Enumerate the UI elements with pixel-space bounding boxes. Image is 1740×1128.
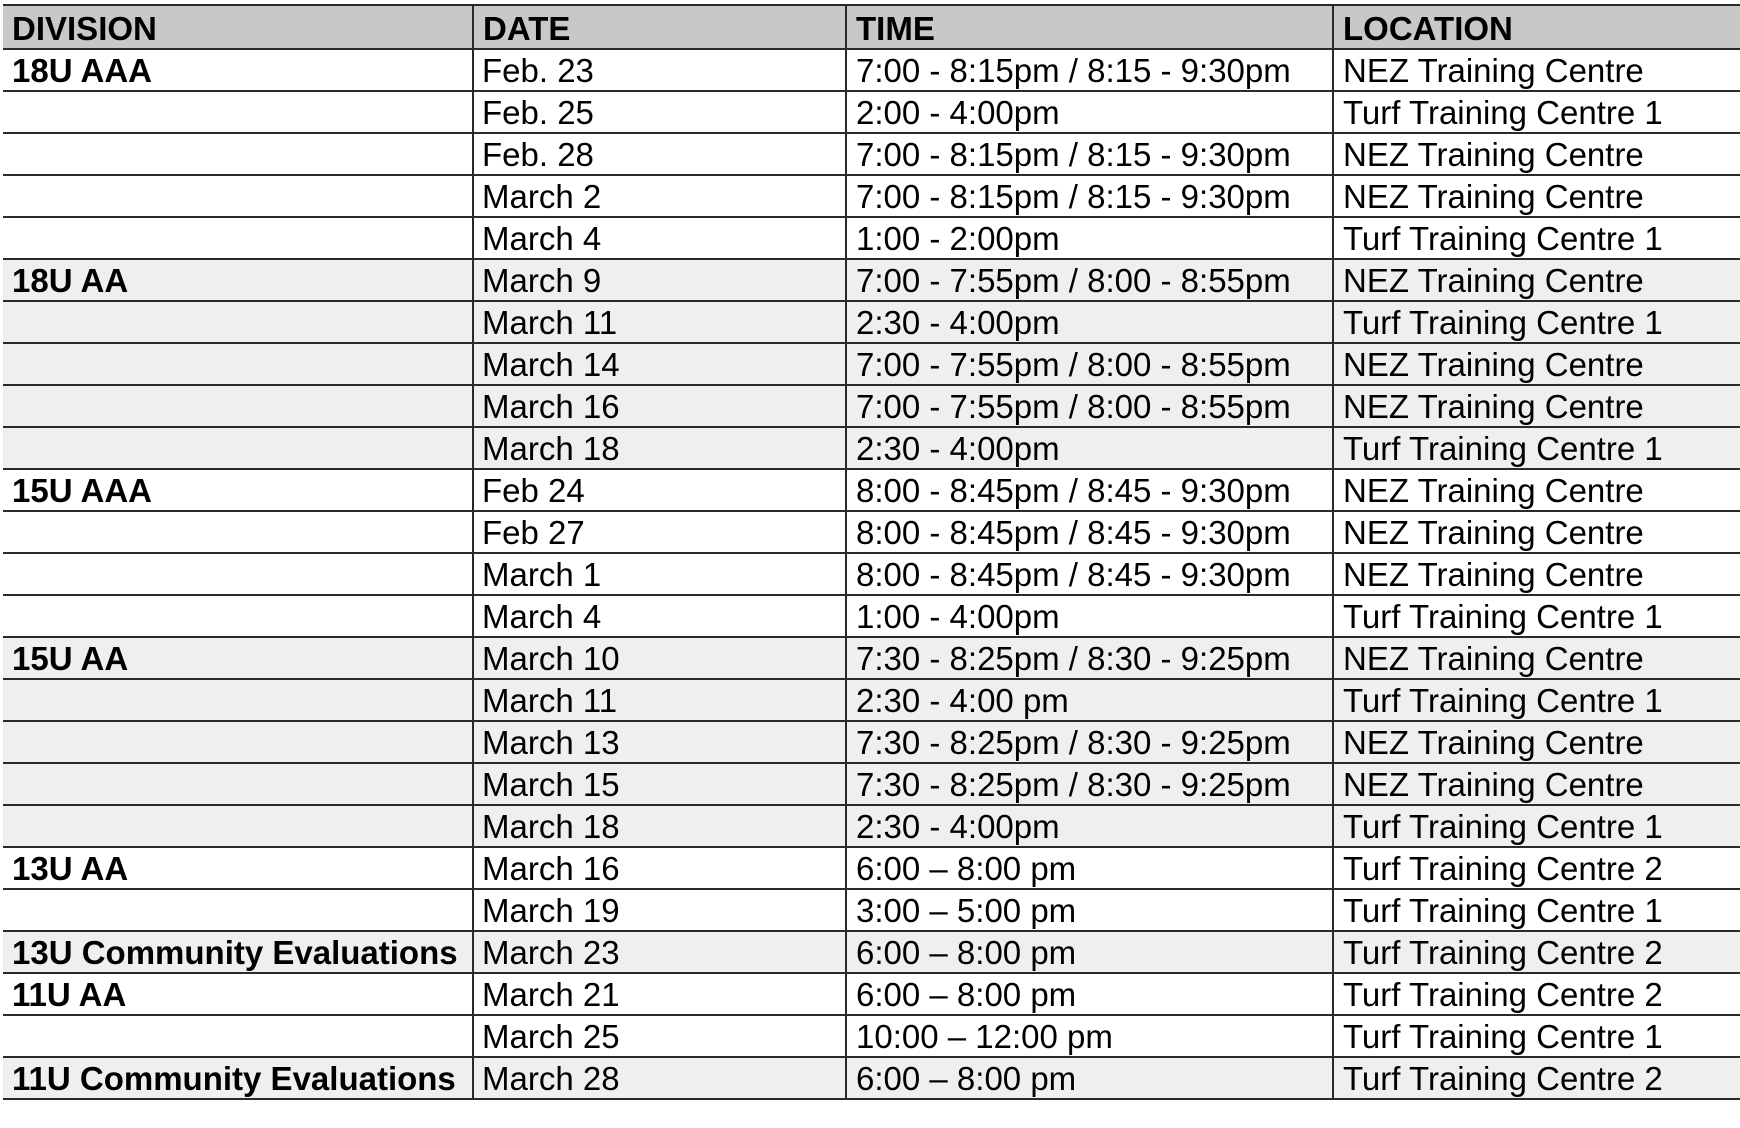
location-cell: NEZ Training Centre [1333,763,1740,805]
date-cell: March 23 [473,931,846,973]
location-cell: Turf Training Centre 2 [1333,847,1740,889]
table-row [3,511,1740,553]
location-cell: Turf Training Centre 1 [1333,595,1740,637]
division-cell: 11U Community Evaluations [3,1057,473,1099]
location-cell: NEZ Training Centre [1333,385,1740,427]
date-cell: March 21 [473,973,846,1015]
date-cell: March 1 [473,553,846,595]
location-cell: Turf Training Centre 1 [1333,1015,1740,1057]
location-cell: NEZ Training Centre [1333,721,1740,763]
location-cell: NEZ Training Centre [1333,343,1740,385]
header-row [3,5,1740,49]
time-cell: 2:00 - 4:00pm [846,91,1333,133]
location-cell: Turf Training Centre 1 [1333,301,1740,343]
division-cell [3,1015,473,1057]
table-row [3,1015,1740,1057]
header-division: DIVISION [3,5,473,49]
table-row [3,301,1740,343]
time-cell: 7:30 - 8:25pm / 8:30 - 9:25pm [846,721,1333,763]
table-row [3,91,1740,133]
time-cell: 6:00 – 8:00 pm [846,847,1333,889]
time-cell: 3:00 – 5:00 pm [846,889,1333,931]
table-row [3,847,1740,889]
division-cell [3,763,473,805]
time-cell: 7:00 - 8:15pm / 8:15 - 9:30pm [846,49,1333,91]
time-cell: 7:30 - 8:25pm / 8:30 - 9:25pm [846,637,1333,679]
time-cell: 10:00 – 12:00 pm [846,1015,1333,1057]
location-cell: NEZ Training Centre [1333,637,1740,679]
time-cell: 2:30 - 4:00pm [846,427,1333,469]
table-row [3,595,1740,637]
time-cell: 7:00 - 7:55pm / 8:00 - 8:55pm [846,259,1333,301]
date-cell: March 25 [473,1015,846,1057]
division-cell: 11U AA [3,973,473,1015]
time-cell: 8:00 - 8:45pm / 8:45 - 9:30pm [846,511,1333,553]
division-cell: 13U Community Evaluations [3,931,473,973]
date-cell: March 16 [473,847,846,889]
location-cell: Turf Training Centre 1 [1333,91,1740,133]
date-cell: Feb. 25 [473,91,846,133]
date-cell: March 14 [473,343,846,385]
division-cell [3,805,473,847]
time-cell: 1:00 - 4:00pm [846,595,1333,637]
date-cell: March 11 [473,301,846,343]
time-cell: 1:00 - 2:00pm [846,217,1333,259]
division-cell [3,343,473,385]
table-row [3,385,1740,427]
table-row [3,175,1740,217]
time-cell: 7:30 - 8:25pm / 8:30 - 9:25pm [846,763,1333,805]
division-cell [3,721,473,763]
location-cell: NEZ Training Centre [1333,175,1740,217]
location-cell: Turf Training Centre 1 [1333,427,1740,469]
division-cell [3,889,473,931]
table-row [3,217,1740,259]
location-cell: NEZ Training Centre [1333,49,1740,91]
date-cell: March 13 [473,721,846,763]
time-cell: 6:00 – 8:00 pm [846,973,1333,1015]
date-cell: March 28 [473,1057,846,1099]
table-row [3,805,1740,847]
date-cell: March 18 [473,427,846,469]
date-cell: March 4 [473,217,846,259]
table-row [3,637,1740,679]
location-cell: NEZ Training Centre [1333,553,1740,595]
date-cell: March 2 [473,175,846,217]
location-cell: Turf Training Centre 2 [1333,973,1740,1015]
table-row [3,553,1740,595]
date-cell: March 18 [473,805,846,847]
header-date: DATE [473,5,846,49]
time-cell: 2:30 - 4:00 pm [846,679,1333,721]
table-row [3,679,1740,721]
location-cell: NEZ Training Centre [1333,133,1740,175]
location-cell: Turf Training Centre 1 [1333,217,1740,259]
division-cell [3,301,473,343]
time-cell: 8:00 - 8:45pm / 8:45 - 9:30pm [846,469,1333,511]
division-cell [3,175,473,217]
schedule-body [3,49,1740,1099]
date-cell: March 19 [473,889,846,931]
table-row [3,931,1740,973]
date-cell: March 15 [473,763,846,805]
time-cell: 2:30 - 4:00pm [846,301,1333,343]
date-cell: Feb. 23 [473,49,846,91]
time-cell: 7:00 - 8:15pm / 8:15 - 9:30pm [846,175,1333,217]
table-row [3,469,1740,511]
date-cell: March 11 [473,679,846,721]
location-cell: NEZ Training Centre [1333,511,1740,553]
division-cell [3,511,473,553]
table-row [3,721,1740,763]
division-cell [3,91,473,133]
division-cell [3,427,473,469]
division-cell: 13U AA [3,847,473,889]
date-cell: Feb 24 [473,469,846,511]
location-cell: Turf Training Centre 2 [1333,1057,1740,1099]
table-row [3,133,1740,175]
location-cell: Turf Training Centre 2 [1333,931,1740,973]
table-row [3,49,1740,91]
location-cell: Turf Training Centre 1 [1333,679,1740,721]
location-cell: NEZ Training Centre [1333,259,1740,301]
division-cell [3,595,473,637]
header-location: LOCATION [1333,5,1740,49]
table-row [3,427,1740,469]
division-cell [3,553,473,595]
division-cell: 15U AAA [3,469,473,511]
date-cell: Feb. 28 [473,133,846,175]
time-cell: 2:30 - 4:00pm [846,805,1333,847]
table-row [3,889,1740,931]
division-cell: 18U AA [3,259,473,301]
division-cell [3,217,473,259]
date-cell: Feb 27 [473,511,846,553]
time-cell: 7:00 - 7:55pm / 8:00 - 8:55pm [846,343,1333,385]
table-row [3,259,1740,301]
date-cell: March 4 [473,595,846,637]
location-cell: Turf Training Centre 1 [1333,805,1740,847]
division-cell [3,385,473,427]
table-row [3,973,1740,1015]
time-cell: 8:00 - 8:45pm / 8:45 - 9:30pm [846,553,1333,595]
table-row [3,763,1740,805]
location-cell: Turf Training Centre 1 [1333,889,1740,931]
time-cell: 7:00 - 7:55pm / 8:00 - 8:55pm [846,385,1333,427]
time-cell: 6:00 – 8:00 pm [846,931,1333,973]
date-cell: March 10 [473,637,846,679]
division-cell: 18U AAA [3,49,473,91]
location-cell: NEZ Training Centre [1333,469,1740,511]
time-cell: 6:00 – 8:00 pm [846,1057,1333,1099]
division-cell [3,133,473,175]
time-cell: 7:00 - 8:15pm / 8:15 - 9:30pm [846,133,1333,175]
header-time: TIME [846,5,1333,49]
date-cell: March 9 [473,259,846,301]
table-row [3,1057,1740,1099]
division-cell: 15U AA [3,637,473,679]
table-row [3,343,1740,385]
division-cell [3,679,473,721]
date-cell: March 16 [473,385,846,427]
schedule-table [3,4,1740,1100]
